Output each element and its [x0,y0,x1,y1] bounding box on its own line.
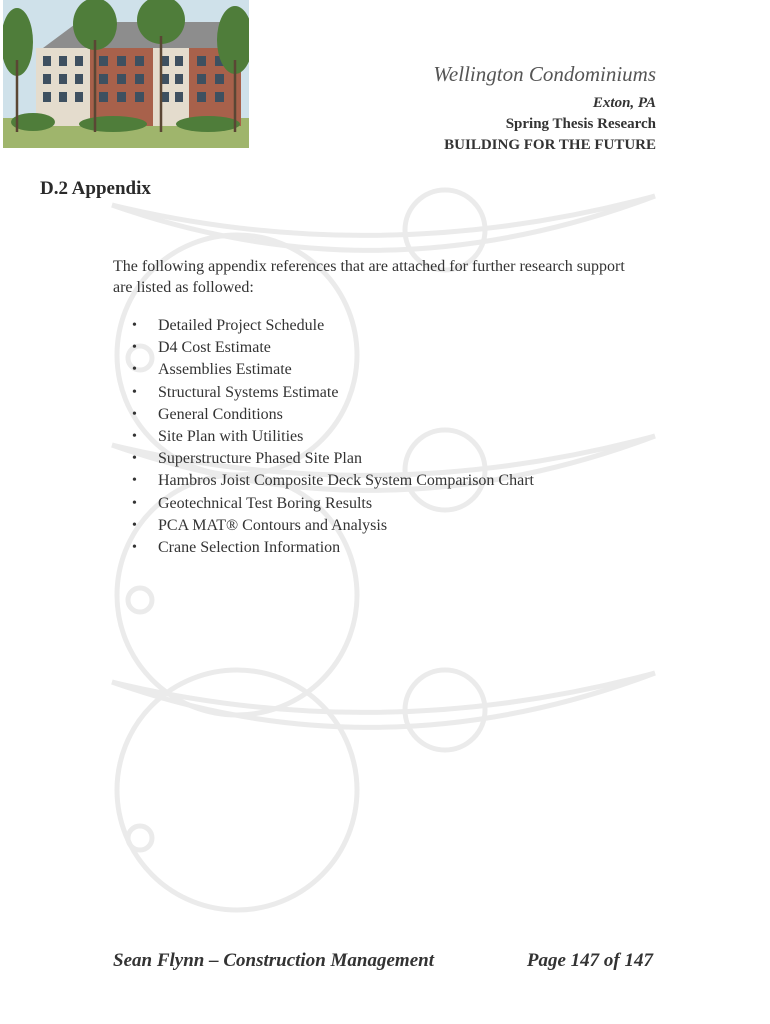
bullet-icon: • [132,340,137,356]
list-item [113,470,534,492]
bullet-icon: • [132,384,137,400]
list-item-label: Geotechnical Test Boring Results [158,494,373,512]
list-item-label: Structural Systems Estimate [158,383,339,401]
list-item [113,382,534,404]
list-item-label: General Conditions [158,405,283,423]
appendix-list [113,315,534,559]
list-item-label: PCA MAT® Contours and Analysis [158,516,388,534]
bullet-icon: • [132,406,137,422]
page-number: Page 147 of 147 [526,950,653,971]
list-item-label: Crane Selection Information [158,539,341,557]
bullet-icon: • [132,473,137,489]
building-illustration [3,0,249,148]
bullet-icon: • [132,451,137,467]
list-item [113,404,534,426]
bullet-icon: • [132,318,137,333]
project-title: Wellington Condominiums [433,62,656,86]
list-item [113,315,534,337]
bullet-icon: • [132,495,137,511]
list-item [113,493,534,515]
list-item-label: Detailed Project Schedule [158,317,325,334]
list-item [113,537,534,559]
list-item-label: Assemblies Estimate [158,361,292,379]
list-item [113,448,534,470]
project-location: Exton, PA [592,95,656,111]
footer-author: Sean Flynn – Construction Management [113,950,434,971]
bullet-icon: • [132,517,137,533]
list-item [113,515,534,537]
list-item-label: D4 Cost Estimate [158,339,271,357]
section-title: D.2 Appendix [40,178,151,199]
intro-paragraph: The following appendix references that are attached for further research support are listed as followed: [113,258,625,296]
list-item-label: Site Plan with Utilities [158,428,304,446]
list-item [113,337,534,359]
list-item-label: Superstructure Phased Site Plan [158,450,362,468]
list-item [113,426,534,448]
bullet-icon: • [132,362,137,378]
list-item-label: Hambros Joist Composite Deck System Comparison Chart [158,472,534,490]
list-item [113,359,534,381]
report-subtitle: Spring Thesis Research [505,116,656,132]
bullet-icon: • [132,429,137,445]
report-tagline: BUILDING FOR THE FUTURE [444,137,656,153]
bullet-icon: • [132,540,137,556]
